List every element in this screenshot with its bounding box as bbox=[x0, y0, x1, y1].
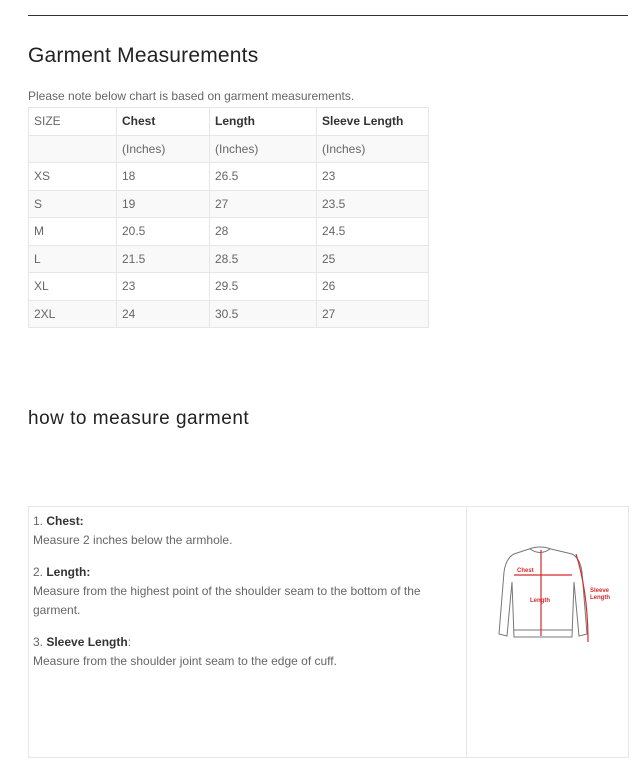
table-cell: L bbox=[29, 245, 117, 273]
step-text: Measure from the highest point of the shoulder seam to the bottom of the garment. bbox=[33, 584, 421, 617]
table-cell: S bbox=[29, 190, 117, 218]
step-length bbox=[33, 563, 466, 620]
table-cell: 23.5 bbox=[317, 190, 429, 218]
table-cell: 2XL bbox=[29, 300, 117, 328]
unit-cell: (Inches) bbox=[117, 135, 210, 163]
table-cell: 21.5 bbox=[117, 245, 210, 273]
sweater-measurement-diagram bbox=[484, 542, 614, 652]
diagram-label-chest: Chest bbox=[517, 568, 534, 574]
step-label: Length: bbox=[46, 565, 91, 579]
top-divider bbox=[28, 15, 628, 16]
table-row bbox=[29, 163, 429, 191]
header-sleeve-length: Sleeve Length bbox=[317, 108, 429, 136]
unit-cell bbox=[29, 135, 117, 163]
table-cell: 23 bbox=[317, 163, 429, 191]
table-cell: 27 bbox=[317, 300, 429, 328]
table-cell: 28 bbox=[210, 218, 317, 246]
step-sleeve-length bbox=[33, 633, 466, 671]
units-row bbox=[29, 135, 429, 163]
unit-cell: (Inches) bbox=[210, 135, 317, 163]
diagram-label-sleeve: Sleeve bbox=[590, 588, 610, 594]
how-to-measure-title: how to measure garment bbox=[28, 408, 250, 429]
header-chest: Chest bbox=[117, 108, 210, 136]
header-length: Length bbox=[210, 108, 317, 136]
table-cell: 26.5 bbox=[210, 163, 317, 191]
unit-cell: (Inches) bbox=[317, 135, 429, 163]
step-label: Chest: bbox=[46, 514, 84, 528]
step-number: 2. bbox=[33, 565, 47, 579]
table-cell: 18 bbox=[117, 163, 210, 191]
diagram-label-length: Length bbox=[530, 598, 550, 604]
instructions bbox=[29, 507, 467, 757]
table-row bbox=[29, 190, 429, 218]
table-cell: 23 bbox=[117, 273, 210, 301]
chart-note: Please note below chart is based on garment measurements. bbox=[28, 89, 355, 103]
table-cell: 19 bbox=[117, 190, 210, 218]
step-chest bbox=[33, 512, 466, 550]
table-row bbox=[29, 273, 429, 301]
step-text: Measure from the shoulder joint seam to the edge of cuff. bbox=[33, 654, 337, 668]
step-suffix: : bbox=[127, 635, 132, 649]
step-number: 1. bbox=[33, 514, 47, 528]
step-label: Sleeve Length bbox=[46, 635, 128, 649]
table-cell: 29.5 bbox=[210, 273, 317, 301]
table-cell: 26 bbox=[317, 273, 429, 301]
page-title: Garment Measurements bbox=[28, 44, 259, 67]
table-header-row bbox=[29, 108, 429, 136]
table-row bbox=[29, 300, 429, 328]
table-cell: XL bbox=[29, 273, 117, 301]
step-text: Measure 2 inches below the armhole. bbox=[33, 533, 233, 547]
table-cell: 27 bbox=[210, 190, 317, 218]
table-cell: XS bbox=[29, 163, 117, 191]
table-cell: 20.5 bbox=[117, 218, 210, 246]
step-number: 3. bbox=[33, 635, 47, 649]
size-chart-table bbox=[28, 107, 429, 328]
header-size: SIZE bbox=[29, 108, 117, 136]
measure-instructions-box bbox=[28, 506, 629, 758]
table-cell: 24.5 bbox=[317, 218, 429, 246]
table-cell: 25 bbox=[317, 245, 429, 273]
table-cell: 30.5 bbox=[210, 300, 317, 328]
table-row bbox=[29, 245, 429, 273]
table-cell: 24 bbox=[117, 300, 210, 328]
table-cell: 28.5 bbox=[210, 245, 317, 273]
table-row bbox=[29, 218, 429, 246]
diagram-label-sleeve-length: Length bbox=[590, 595, 610, 601]
table-cell: M bbox=[29, 218, 117, 246]
